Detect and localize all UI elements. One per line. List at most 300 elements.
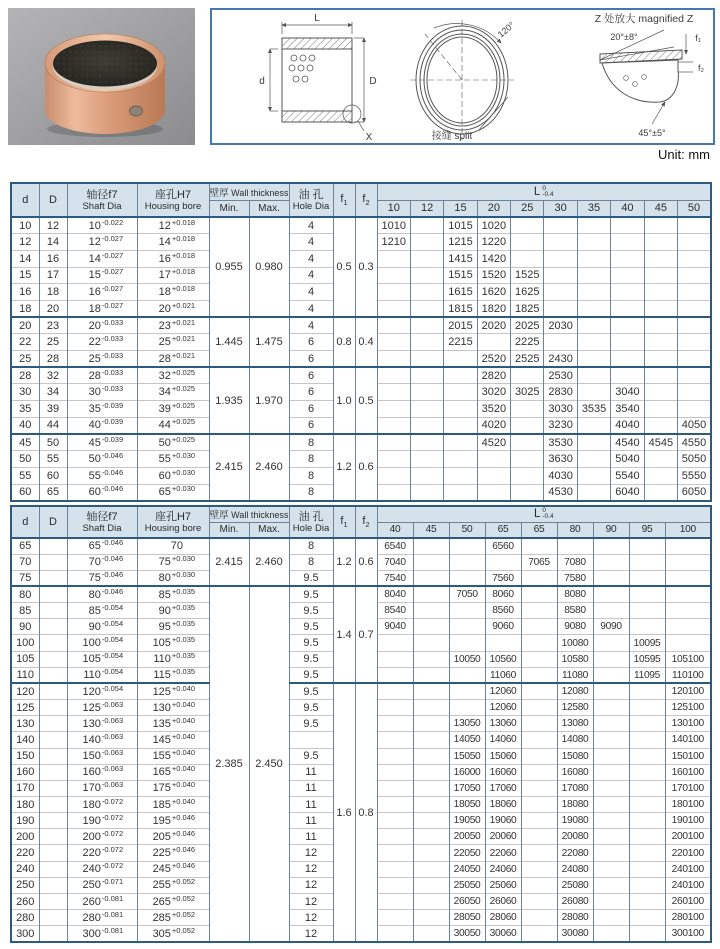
cell-L-12-1 bbox=[410, 234, 443, 251]
cell-D bbox=[39, 603, 67, 619]
cell-L-15-2: 2015 bbox=[444, 317, 477, 334]
bore-tolerance: +0.035 bbox=[171, 602, 196, 612]
cell-L-100-8: 200100 bbox=[665, 829, 711, 845]
bore-tolerance: +0.021 bbox=[171, 317, 196, 327]
cell-L-65-3: 15060 bbox=[485, 748, 521, 764]
cell-shaft-dia bbox=[67, 748, 137, 764]
cell-f2: 0.3 bbox=[355, 217, 377, 317]
cell-L-65-4 bbox=[521, 683, 557, 699]
cell-L-50-2: 13050 bbox=[449, 716, 485, 732]
cell-L-50-2: 10050 bbox=[449, 651, 485, 667]
cell-L-50-9 bbox=[678, 217, 711, 234]
cell-L-10-0 bbox=[377, 250, 410, 267]
cell-L-45-1 bbox=[413, 538, 449, 554]
cell-L-100-8 bbox=[665, 619, 711, 635]
bore-value: 14 bbox=[158, 236, 171, 249]
cell-wall-max: 1.970 bbox=[249, 367, 289, 434]
shaft-tolerance: -0.046 bbox=[101, 586, 124, 596]
cell-L-40-0 bbox=[377, 748, 413, 764]
cell-L-40-0 bbox=[377, 764, 413, 780]
shaft-tolerance: -0.072 bbox=[101, 861, 124, 871]
cell-L-95-7 bbox=[629, 700, 665, 716]
cell-L-35-6 bbox=[577, 484, 610, 501]
cell-L-100-8: 280100 bbox=[665, 910, 711, 926]
cell-L-45-8 bbox=[644, 367, 677, 384]
cell-L-45-8 bbox=[644, 351, 677, 368]
cell-housing-bore bbox=[137, 434, 209, 451]
cell-L-50-2 bbox=[449, 619, 485, 635]
cell-L-12-1 bbox=[410, 401, 443, 418]
cell-L-45-8 bbox=[644, 217, 677, 234]
bore-value: 95 bbox=[158, 620, 171, 633]
cell-L-15-2 bbox=[444, 417, 477, 434]
cell-L-15-2 bbox=[444, 484, 477, 501]
shaft-value: 140 bbox=[82, 733, 101, 746]
cell-L-65-3: 13060 bbox=[485, 716, 521, 732]
cell-D: 25 bbox=[39, 334, 67, 351]
cell-housing-bore bbox=[137, 586, 209, 602]
bore-tolerance: +0.052 bbox=[171, 877, 196, 887]
cell-L-90-6: 9090 bbox=[593, 619, 629, 635]
cell-L-90-6 bbox=[593, 570, 629, 586]
cell-L-35-6 bbox=[577, 334, 610, 351]
cell-L-65-3: 17060 bbox=[485, 780, 521, 796]
cell-D: 18 bbox=[39, 284, 67, 301]
cell-housing-bore bbox=[137, 910, 209, 926]
bore-tolerance: +0.030 bbox=[171, 554, 196, 564]
shaft-tolerance: -0.027 bbox=[101, 234, 124, 244]
cell-shaft-dia bbox=[67, 401, 137, 418]
cell-L-10-0 bbox=[377, 434, 410, 451]
col-header-max: Max. bbox=[249, 522, 289, 538]
cell-housing-bore bbox=[137, 877, 209, 893]
cell-L-65-4 bbox=[521, 797, 557, 813]
cell-L-95-7: 11095 bbox=[629, 667, 665, 683]
cell-L-90-6 bbox=[593, 813, 629, 829]
cell-L-50-9 bbox=[678, 234, 711, 251]
cell-housing-bore bbox=[137, 334, 209, 351]
cell-shaft-dia bbox=[67, 267, 137, 284]
cell-L-10-0 bbox=[377, 267, 410, 284]
cell-L-40-0 bbox=[377, 651, 413, 667]
cell-L-50-2: 19050 bbox=[449, 813, 485, 829]
dim-d-label: d bbox=[259, 76, 265, 87]
cell-d: 90 bbox=[11, 619, 39, 635]
shaft-tolerance: -0.054 bbox=[101, 602, 124, 612]
cell-wall-min: 0.955 bbox=[209, 217, 249, 317]
cell-hole-dia: 12 bbox=[289, 861, 333, 877]
cell-L-20-3 bbox=[477, 451, 510, 468]
cell-L-80-5: 11080 bbox=[557, 667, 593, 683]
shaft-tolerance: -0.046 bbox=[101, 450, 124, 460]
cell-L-45-8 bbox=[644, 334, 677, 351]
bore-value: 28 bbox=[158, 352, 171, 365]
cell-L-40-7 bbox=[611, 317, 644, 334]
cell-housing-bore bbox=[137, 603, 209, 619]
detail-X-label: X bbox=[365, 132, 373, 143]
cell-L-20-3: 4520 bbox=[477, 434, 510, 451]
cell-L-40-7: 5040 bbox=[611, 451, 644, 468]
cell-housing-bore bbox=[137, 926, 209, 942]
shaft-tolerance: -0.039 bbox=[101, 417, 124, 427]
cell-L-45-8 bbox=[644, 451, 677, 468]
cell-L-50-2 bbox=[449, 700, 485, 716]
bore-value: 285 bbox=[152, 911, 171, 924]
cell-L-95-7 bbox=[629, 926, 665, 942]
col-header-L-8: 45 bbox=[644, 200, 677, 217]
cell-hole-dia: 9.5 bbox=[289, 651, 333, 667]
cell-L-45-8 bbox=[644, 467, 677, 484]
cell-L-65-3: 16060 bbox=[485, 764, 521, 780]
cell-shaft-dia bbox=[67, 484, 137, 501]
cell-f2: 0.8 bbox=[355, 683, 377, 942]
cell-L-80-5 bbox=[557, 538, 593, 554]
cell-housing-bore bbox=[137, 300, 209, 317]
cell-d: 75 bbox=[11, 570, 39, 586]
cell-D: 39 bbox=[39, 401, 67, 418]
cell-L-45-1 bbox=[413, 861, 449, 877]
cell-L-20-3: 1020 bbox=[477, 217, 510, 234]
cell-L-100-8 bbox=[665, 538, 711, 554]
shaft-tolerance: -0.027 bbox=[101, 250, 124, 260]
cell-L-35-6 bbox=[577, 417, 610, 434]
cell-L-50-2: 16000 bbox=[449, 764, 485, 780]
cell-L-50-2: 28050 bbox=[449, 910, 485, 926]
shaft-tolerance: -0.046 bbox=[101, 554, 124, 564]
cell-d: 30 bbox=[11, 384, 39, 401]
cell-L-100-8: 180100 bbox=[665, 797, 711, 813]
cell-L-30-5: 3030 bbox=[544, 401, 577, 418]
col-header-L-group bbox=[377, 506, 711, 522]
cell-L-10-0 bbox=[377, 284, 410, 301]
bore-value: 18 bbox=[158, 286, 171, 299]
cell-L-50-2: 18050 bbox=[449, 797, 485, 813]
cell-housing-bore bbox=[137, 700, 209, 716]
shaft-tolerance: -0.072 bbox=[101, 845, 124, 855]
cell-L-65-4 bbox=[521, 651, 557, 667]
cell-f1: 1.6 bbox=[333, 683, 355, 942]
col-header-L-group bbox=[377, 183, 711, 200]
bore-value: 265 bbox=[152, 895, 171, 908]
cell-wall-max: 2.450 bbox=[249, 586, 289, 941]
cell-L-10-0 bbox=[377, 417, 410, 434]
cell-L-40-0: 7540 bbox=[377, 570, 413, 586]
cell-d: 80 bbox=[11, 586, 39, 602]
col-header-shaft-dia bbox=[67, 183, 137, 217]
cell-L-65-4 bbox=[521, 603, 557, 619]
cell-housing-bore bbox=[137, 484, 209, 501]
shaft-value: 260 bbox=[82, 895, 101, 908]
cell-L-20-3 bbox=[477, 334, 510, 351]
unit-label: Unit: mm bbox=[658, 147, 710, 162]
cell-L-65-4 bbox=[521, 619, 557, 635]
shaft-label-cn: 轴径f7 bbox=[86, 188, 118, 201]
cell-f2: 0.6 bbox=[355, 434, 377, 501]
cell-L-35-6: 3535 bbox=[577, 401, 610, 418]
cell-D bbox=[39, 683, 67, 699]
cell-f2: 0.5 bbox=[355, 367, 377, 434]
cell-L-40-0 bbox=[377, 926, 413, 942]
bore-value: 70 bbox=[170, 540, 183, 553]
cell-L-100-8 bbox=[665, 586, 711, 602]
cell-L-25-4: 1625 bbox=[511, 284, 544, 301]
cell-L-95-7 bbox=[629, 603, 665, 619]
cell-L-20-3: 2020 bbox=[477, 317, 510, 334]
cell-f1: 0.8 bbox=[333, 317, 355, 367]
cell-L-35-6 bbox=[577, 250, 610, 267]
cell-D bbox=[39, 764, 67, 780]
cell-hole-dia: 4 bbox=[289, 284, 333, 301]
cell-D bbox=[39, 845, 67, 861]
cell-D: 20 bbox=[39, 300, 67, 317]
bore-value: 75 bbox=[158, 556, 171, 569]
col-header-L-6: 35 bbox=[577, 200, 610, 217]
L-tol-lower: -0.4 bbox=[542, 513, 554, 521]
cell-L-80-5: 7580 bbox=[557, 570, 593, 586]
cell-L-40-7 bbox=[611, 351, 644, 368]
cell-L-15-2 bbox=[444, 367, 477, 384]
cell-L-100-8: 220100 bbox=[665, 845, 711, 861]
cell-wall-max: 2.460 bbox=[249, 538, 289, 586]
cell-L-65-3: 10560 bbox=[485, 651, 521, 667]
shaft-value: 28 bbox=[88, 369, 101, 382]
cell-hole-dia: 8 bbox=[289, 554, 333, 570]
cell-L-25-4 bbox=[511, 217, 544, 234]
shaft-tolerance: -0.081 bbox=[101, 893, 124, 903]
cell-L-65-3: 20060 bbox=[485, 829, 521, 845]
cell-d: 240 bbox=[11, 861, 39, 877]
col-header-D: D bbox=[39, 183, 67, 217]
cell-hole-dia: 8 bbox=[289, 484, 333, 501]
cell-L-95-7 bbox=[629, 845, 665, 861]
cell-L-95-7 bbox=[629, 797, 665, 813]
dim-L-label: L bbox=[314, 13, 320, 24]
cell-L-95-7: 10595 bbox=[629, 651, 665, 667]
bore-tolerance: +0.040 bbox=[171, 796, 196, 806]
cell-L-80-5: 9080 bbox=[557, 619, 593, 635]
cell-housing-bore bbox=[137, 401, 209, 418]
cell-shaft-dia bbox=[67, 217, 137, 234]
magnified-title: Z 处放大 magnified Z bbox=[594, 13, 694, 25]
cell-hole-dia: 4 bbox=[289, 217, 333, 234]
cell-L-45-8 bbox=[644, 300, 677, 317]
bore-tolerance: +0.018 bbox=[171, 217, 196, 227]
cell-L-30-5: 2030 bbox=[544, 317, 577, 334]
bore-tolerance: +0.025 bbox=[171, 384, 196, 394]
shaft-tolerance: -0.063 bbox=[101, 748, 124, 758]
cell-f2: 0.6 bbox=[355, 538, 377, 586]
cell-shaft-dia bbox=[67, 797, 137, 813]
oil-hole bbox=[130, 106, 143, 116]
bushing-bore-texture bbox=[53, 41, 157, 87]
cell-d: 25 bbox=[11, 351, 39, 368]
col-header-L-3: 65 bbox=[485, 522, 521, 538]
cell-L-50-2: 7050 bbox=[449, 586, 485, 602]
cell-L-12-1 bbox=[410, 451, 443, 468]
bore-value: 16 bbox=[158, 252, 171, 265]
cell-L-65-3: 25060 bbox=[485, 877, 521, 893]
cell-L-25-4 bbox=[511, 434, 544, 451]
table-row bbox=[11, 217, 711, 234]
cell-L-40-7: 5540 bbox=[611, 467, 644, 484]
cell-L-20-3: 2820 bbox=[477, 367, 510, 384]
cell-L-45-8 bbox=[644, 234, 677, 251]
col-header-L-7: 40 bbox=[611, 200, 644, 217]
cell-hole-dia: 9.5 bbox=[289, 619, 333, 635]
cell-L-12-1 bbox=[410, 334, 443, 351]
cell-housing-bore bbox=[137, 284, 209, 301]
col-header-housing-bore bbox=[137, 183, 209, 217]
shaft-value: 45 bbox=[88, 436, 101, 449]
bore-label-en: Housing bore bbox=[144, 522, 202, 534]
f1-subscript: 1 bbox=[343, 198, 348, 208]
cell-L-95-7 bbox=[629, 683, 665, 699]
shaft-value: 125 bbox=[82, 701, 101, 714]
magnified-z-view bbox=[600, 30, 693, 124]
cell-L-90-6 bbox=[593, 603, 629, 619]
col-header-shaft-dia bbox=[67, 506, 137, 538]
bore-tolerance: +0.046 bbox=[171, 812, 196, 822]
shaft-value: 170 bbox=[82, 782, 101, 795]
cell-L-25-4 bbox=[511, 417, 544, 434]
cell-shaft-dia bbox=[67, 334, 137, 351]
cell-L-80-5: 12080 bbox=[557, 683, 593, 699]
bore-tolerance: +0.046 bbox=[171, 845, 196, 855]
cell-L-40-0 bbox=[377, 700, 413, 716]
cell-hole-dia: 4 bbox=[289, 300, 333, 317]
shaft-value: 30 bbox=[88, 386, 101, 399]
cell-L-15-2: 2215 bbox=[444, 334, 477, 351]
cell-L-40-0 bbox=[377, 813, 413, 829]
cell-L-45-8: 4545 bbox=[644, 434, 677, 451]
shaft-tolerance: -0.039 bbox=[101, 434, 124, 444]
cell-L-12-1 bbox=[410, 317, 443, 334]
cell-L-15-2: 1815 bbox=[444, 300, 477, 317]
shaft-value: 160 bbox=[82, 766, 101, 779]
bore-tolerance: +0.030 bbox=[171, 467, 196, 477]
cell-L-25-4 bbox=[511, 234, 544, 251]
cell-hole-dia: 4 bbox=[289, 250, 333, 267]
cell-L-90-6 bbox=[593, 651, 629, 667]
cell-L-100-8: 110100 bbox=[665, 667, 711, 683]
shaft-tolerance: -0.081 bbox=[101, 909, 124, 919]
cell-d: 220 bbox=[11, 845, 39, 861]
cell-shaft-dia bbox=[67, 877, 137, 893]
cell-d: 105 bbox=[11, 651, 39, 667]
cell-hole-dia: 11 bbox=[289, 813, 333, 829]
cell-L-90-6 bbox=[593, 683, 629, 699]
cell-L-90-6 bbox=[593, 538, 629, 554]
cell-L-40-7 bbox=[611, 234, 644, 251]
cell-L-90-6 bbox=[593, 893, 629, 909]
cell-housing-bore bbox=[137, 780, 209, 796]
cell-L-12-1 bbox=[410, 300, 443, 317]
cell-housing-bore bbox=[137, 367, 209, 384]
oil-hole-pattern bbox=[289, 55, 315, 82]
header-row-1 bbox=[11, 506, 711, 522]
shaft-tolerance: -0.071 bbox=[101, 877, 124, 887]
cell-L-95-7 bbox=[629, 829, 665, 845]
L-tol-lower: -0.4 bbox=[542, 190, 554, 198]
shaft-value: 55 bbox=[88, 469, 101, 482]
cell-wall-min: 1.935 bbox=[209, 367, 249, 434]
cell-L-100-8: 140100 bbox=[665, 732, 711, 748]
cell-L-30-5: 3630 bbox=[544, 451, 577, 468]
cell-L-50-9 bbox=[678, 384, 711, 401]
cell-housing-bore bbox=[137, 570, 209, 586]
cell-L-50-2: 14050 bbox=[449, 732, 485, 748]
table-body bbox=[11, 538, 711, 942]
cell-housing-bore bbox=[137, 683, 209, 699]
cell-L-40-0 bbox=[377, 732, 413, 748]
cell-D: 28 bbox=[39, 351, 67, 368]
shaft-tolerance: -0.063 bbox=[101, 764, 124, 774]
technical-drawing-panel bbox=[210, 8, 715, 145]
cell-L-10-0 bbox=[377, 351, 410, 368]
cell-L-65-4 bbox=[521, 893, 557, 909]
cell-L-95-7 bbox=[629, 877, 665, 893]
col-header-L-8: 100 bbox=[665, 522, 711, 538]
shaft-value: 60 bbox=[88, 486, 101, 499]
cell-hole-dia: 12 bbox=[289, 926, 333, 942]
cell-d: 40 bbox=[11, 417, 39, 434]
f2-label: f₂ bbox=[698, 63, 704, 73]
cell-L-40-0: 7040 bbox=[377, 554, 413, 570]
cell-wall-max: 1.475 bbox=[249, 317, 289, 367]
cell-d: 35 bbox=[11, 401, 39, 418]
cell-L-95-7 bbox=[629, 554, 665, 570]
cell-L-45-8 bbox=[644, 417, 677, 434]
cell-D bbox=[39, 651, 67, 667]
angle-45-label: 45°±5° bbox=[638, 128, 666, 138]
cell-hole-dia: 9.5 bbox=[289, 586, 333, 602]
L-tol-upper: 0 bbox=[542, 184, 546, 192]
cell-L-30-5 bbox=[544, 334, 577, 351]
bore-value: 44 bbox=[158, 419, 171, 432]
bore-tolerance: +0.040 bbox=[171, 699, 196, 709]
cell-shaft-dia bbox=[67, 683, 137, 699]
cell-hole-dia: 9.5 bbox=[289, 603, 333, 619]
cell-L-50-9: 6050 bbox=[678, 484, 711, 501]
cell-hole-dia: 8 bbox=[289, 538, 333, 554]
cell-L-40-0 bbox=[377, 635, 413, 651]
cell-L-65-4 bbox=[521, 732, 557, 748]
cell-d: 150 bbox=[11, 748, 39, 764]
split-leader-line bbox=[478, 97, 508, 131]
col-header-max: Max. bbox=[249, 200, 289, 217]
cell-L-12-1 bbox=[410, 284, 443, 301]
wall-label-cn: 壁厚 bbox=[209, 187, 229, 199]
cell-L-95-7 bbox=[629, 570, 665, 586]
cell-L-40-0 bbox=[377, 780, 413, 796]
cell-L-100-8: 125100 bbox=[665, 700, 711, 716]
cell-L-90-6 bbox=[593, 926, 629, 942]
cell-shaft-dia bbox=[67, 317, 137, 334]
shaft-tolerance: -0.027 bbox=[101, 284, 124, 294]
cell-L-100-8: 260100 bbox=[665, 893, 711, 909]
cell-L-65-4: 7065 bbox=[521, 554, 557, 570]
cell-hole-dia: 12 bbox=[289, 877, 333, 893]
cell-shaft-dia bbox=[67, 234, 137, 251]
cell-L-35-6 bbox=[577, 234, 610, 251]
bore-value: 185 bbox=[152, 798, 171, 811]
cell-L-95-7 bbox=[629, 538, 665, 554]
cell-L-40-7 bbox=[611, 250, 644, 267]
cell-D: 44 bbox=[39, 417, 67, 434]
cell-D bbox=[39, 700, 67, 716]
cell-L-10-0: 1010 bbox=[377, 217, 410, 234]
shaft-label-en: Shaft Dia bbox=[82, 200, 122, 212]
